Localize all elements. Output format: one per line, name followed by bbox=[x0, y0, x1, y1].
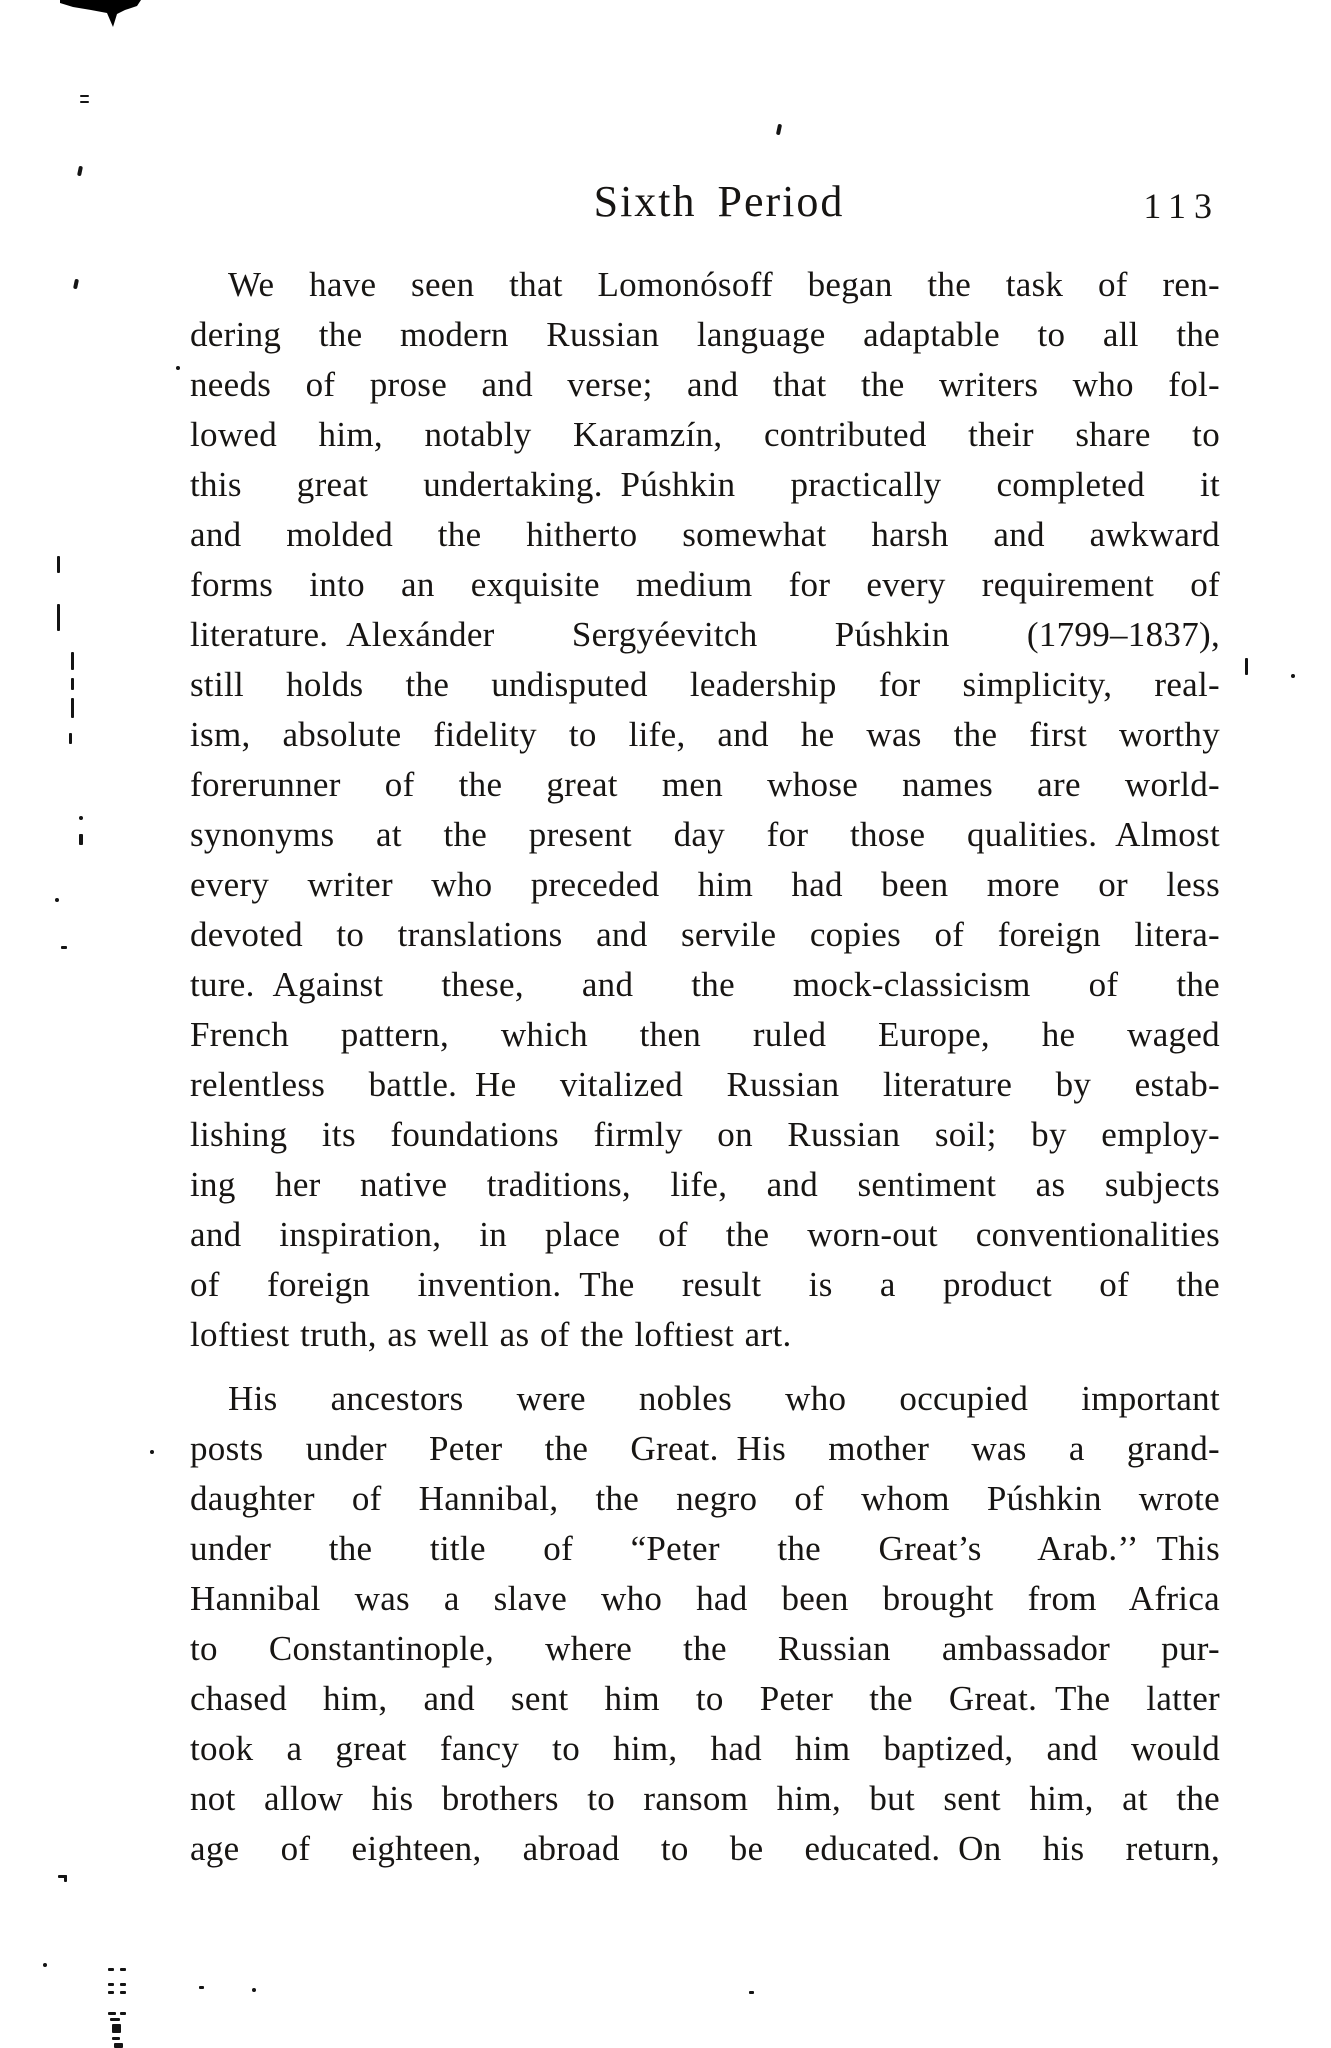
text-line: age of eighteen, abroad to be educated. On his return, bbox=[190, 1829, 1220, 1868]
paragraph bbox=[190, 1374, 1220, 1874]
scan-artifact bbox=[55, 898, 59, 902]
scan-artifact bbox=[79, 816, 83, 820]
scan-artifact bbox=[80, 101, 89, 103]
text-line: under the title of “Peter the Great’s Arab.’’ This bbox=[190, 1529, 1220, 1568]
scan-artifact bbox=[71, 698, 74, 718]
scan-artifact bbox=[120, 1991, 126, 1994]
scan-artifact bbox=[108, 1983, 114, 1986]
text-line: lishing its foundations firmly on Russian soil; by employ- bbox=[190, 1115, 1220, 1154]
text-line: ing her native traditions, life, and sentiment as subjects bbox=[190, 1165, 1220, 1204]
scan-artifact bbox=[64, 1875, 67, 1882]
body-text bbox=[190, 260, 1220, 1874]
running-head bbox=[190, 177, 1220, 230]
scan-artifact bbox=[120, 1983, 126, 1986]
scan-artifact bbox=[57, 556, 60, 573]
text-line: of foreign invention. The result is a product of the bbox=[190, 1265, 1220, 1304]
scan-artifact bbox=[776, 124, 782, 136]
text-line: daughter of Hannibal, the negro of whom Púshkin wrote bbox=[190, 1479, 1220, 1518]
text-line: to Constantinople, where the Russian ambassador pur- bbox=[190, 1629, 1220, 1668]
text-line: took a great fancy to him, had him baptized, and would bbox=[190, 1729, 1220, 1768]
scan-artifact bbox=[80, 95, 89, 97]
text-line: French pattern, which then ruled Europe, he waged bbox=[190, 1015, 1220, 1054]
text-line: needs of prose and verse; and that the writers who fol- bbox=[190, 365, 1220, 404]
page-title: Sixth Period bbox=[593, 177, 845, 226]
scan-artifact bbox=[176, 366, 180, 370]
scan-artifact bbox=[71, 678, 74, 690]
text-line: forms into an exquisite medium for every requirement of bbox=[190, 565, 1220, 604]
text-line: not allow his brothers to ransom him, but sent him, at the bbox=[190, 1779, 1220, 1818]
text-line: His ancestors were nobles who occupied important bbox=[228, 1379, 1220, 1418]
scan-artifact bbox=[252, 1988, 256, 1992]
text-line: still holds the undisputed leadership for simplicity, real- bbox=[190, 665, 1220, 704]
paragraph bbox=[190, 260, 1220, 1360]
scan-artifact bbox=[79, 834, 83, 845]
text-line: lowed him, notably Karamzín, contributed their share to bbox=[190, 415, 1220, 454]
scan-artifact bbox=[114, 2043, 123, 2048]
ink-blot-icon bbox=[55, 0, 145, 30]
scan-artifact bbox=[1291, 674, 1295, 678]
scan-artifact bbox=[108, 1991, 114, 1994]
scan-artifact bbox=[73, 279, 79, 290]
text-line: We have seen that Lomonósoff began the task of ren- bbox=[228, 265, 1220, 304]
scan-artifact bbox=[43, 1963, 47, 1967]
scan-artifact bbox=[199, 1986, 204, 1989]
text-line: and molded the hitherto somewhat harsh and awkward bbox=[190, 515, 1220, 554]
text-line: dering the modern Russian language adaptable to all the bbox=[190, 315, 1220, 354]
text-line: synonyms at the present day for those qualities. Almost bbox=[190, 815, 1220, 854]
text-line: ture. Against these, and the mock-classicism of the bbox=[190, 965, 1220, 1004]
text-line: relentless battle. He vitalized Russian literature by estab- bbox=[190, 1065, 1220, 1104]
text-line: posts under Peter the Great. His mother was a grand- bbox=[190, 1429, 1220, 1468]
text-line: literature. Alexánder Sergyéevitch Púshkin (1799–1837), bbox=[190, 615, 1220, 654]
text-line: every writer who preceded him had been more or less bbox=[190, 865, 1220, 904]
scan-artifact bbox=[120, 2012, 126, 2015]
scan-artifact bbox=[112, 2037, 120, 2040]
text-line: and inspiration, in place of the worn-out conventionalities bbox=[190, 1215, 1220, 1254]
scan-artifact bbox=[749, 1991, 754, 1994]
text-line: ism, absolute fidelity to life, and he was the first worthy bbox=[190, 715, 1220, 754]
scan-artifact bbox=[69, 733, 72, 744]
scan-artifact bbox=[120, 1968, 126, 1971]
scan-artifact bbox=[150, 1450, 154, 1454]
scan-artifact bbox=[1245, 658, 1248, 675]
scan-artifact bbox=[71, 652, 74, 670]
text-line: forerunner of the great men whose names are world- bbox=[190, 765, 1220, 804]
scan-artifact bbox=[61, 946, 67, 949]
text-line: devoted to translations and servile copies of foreign litera- bbox=[190, 915, 1220, 954]
text-line: loftiest truth, as well as of the loftiest art. bbox=[190, 1315, 792, 1354]
scan-artifact bbox=[57, 604, 60, 631]
scan-artifact bbox=[110, 2018, 120, 2021]
page-number: 113 bbox=[1143, 186, 1220, 226]
text-line: chased him, and sent him to Peter the Great. The latter bbox=[190, 1679, 1220, 1718]
scan-artifact bbox=[112, 2024, 121, 2033]
text-line: Hannibal was a slave who had been brought from Africa bbox=[190, 1579, 1220, 1618]
text-line: this great undertaking. Púshkin practically completed it bbox=[190, 465, 1220, 504]
scan-artifact bbox=[77, 166, 83, 177]
scan-artifact bbox=[108, 2012, 116, 2015]
scan-artifact bbox=[108, 1968, 114, 1971]
